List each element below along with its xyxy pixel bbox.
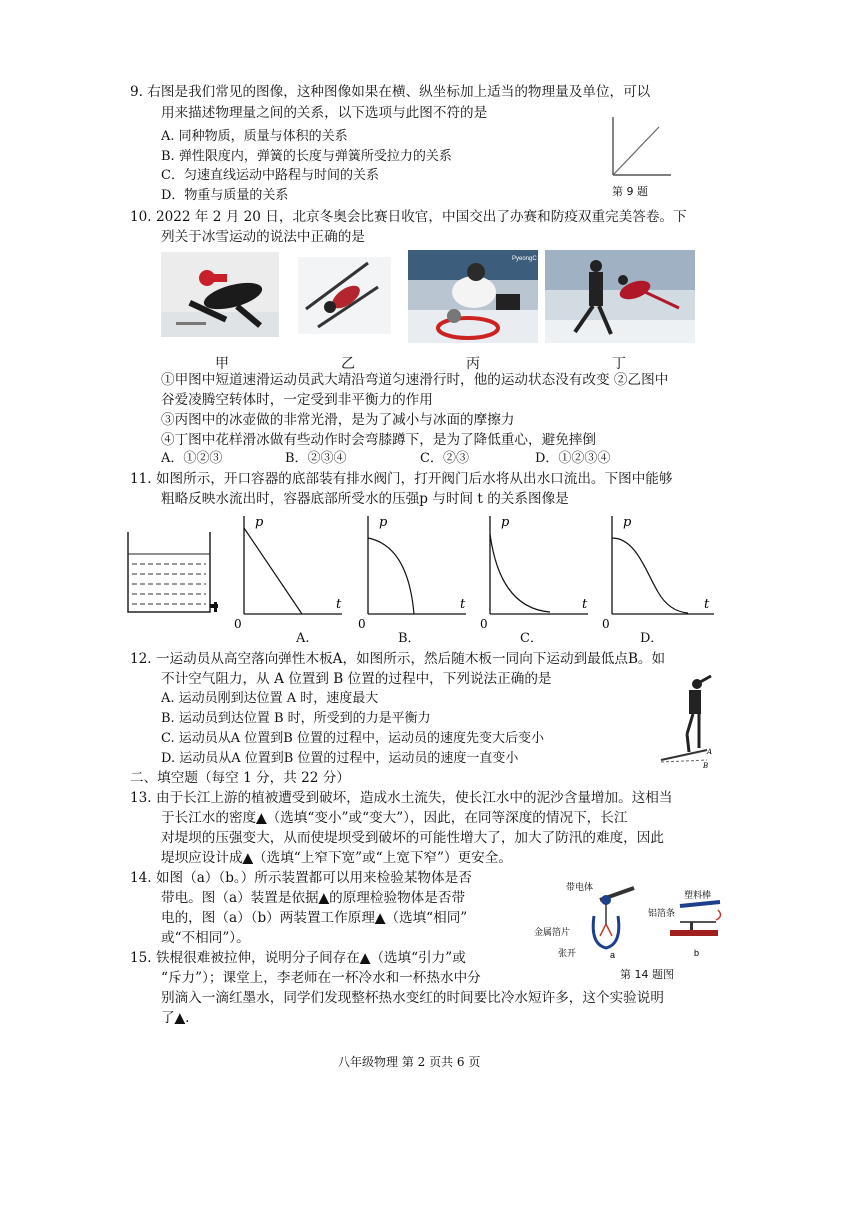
fig14-metal-foil: 金属箔片	[534, 927, 571, 937]
q14-line1: 14. 如图（a）（b。）所示装置都可以用来检验某物体是否	[130, 870, 472, 886]
q11-graph-b	[352, 512, 472, 632]
q14-line3-b: （选填“相同”	[385, 910, 468, 926]
q12-stem-line1: 12. 一运动员从高空落向弹性木板A，如图所示，然后随木板一同向下运动到最低点B。如	[130, 651, 666, 667]
photo-ding-figure-skaters	[545, 250, 695, 343]
q14-line3-a: 电的，图（a）（b）两装置工作原理	[161, 910, 375, 926]
graph-a-origin: 0	[234, 617, 242, 631]
q15-line4-b: .	[185, 1010, 190, 1026]
q10-option-a: A．①②③	[161, 451, 223, 466]
q13-line2-b: （选填“变小”或“变大”），因此，在同等深度的情况下，长江	[266, 810, 628, 826]
graph-b-origin: 0	[358, 617, 366, 631]
electroscope-figure	[530, 880, 730, 962]
photo-label-jia: 甲	[215, 356, 229, 372]
board-b-label: B	[703, 762, 709, 770]
q12-stem-line2: 不计空气阻力，从 A 位置到 B 位置的过程中，下列说法正确的是	[161, 671, 552, 687]
q15-line1-b: （选填“引力”或	[370, 950, 466, 966]
graph-c-origin: 0	[480, 617, 488, 631]
photo-yi-aerial-skier	[298, 257, 391, 334]
page-footer: 八年级物理 第 2 页共 6 页	[338, 1055, 481, 1069]
water-container-diagram	[124, 530, 224, 614]
fig14-open: 张开	[558, 948, 577, 958]
q12-option-d: D. 运动员从A 位置到B 位置的过程中，运动员的速度一直变小	[161, 751, 519, 766]
q10-statement-2: 谷爱凌腾空转体时，一定受到非平衡力的作用	[161, 392, 433, 408]
section-2-heading: 二、填空题（每空 1 分，共 22 分）	[130, 770, 350, 786]
q9-figure-caption: 第 9 题	[612, 185, 648, 198]
graph-d-origin: 0	[602, 617, 610, 631]
q9-option-a: A. 同种物质，质量与体积的关系	[161, 129, 348, 144]
q10-option-c: C．②③	[420, 451, 469, 466]
fig14-charged-body: 带电体	[566, 882, 594, 892]
q9-option-d: D．物重与质量的关系	[161, 188, 289, 203]
photo-bing-curler	[408, 250, 538, 343]
graph-b-p-label: p	[379, 515, 388, 530]
q11-stem-line1: 11. 如图所示，开口容器的底部装有排水阀门，打开阀门后水将从出水口流出。下图中能够	[130, 471, 673, 487]
photo-jia-speed-skater	[161, 252, 279, 337]
q14-blank-1[interactable]: ▲	[318, 890, 330, 906]
q12-option-c: C. 运动员从A 位置到B 位置的过程中，运动员的速度先变大后变小	[161, 731, 544, 746]
graph-d-t-label: t	[704, 597, 710, 612]
q11-graph-d	[596, 512, 720, 632]
photo-bing-banner-text: PyeongC	[512, 256, 537, 262]
q15-blank-2[interactable]: ▲	[174, 1010, 186, 1026]
q10-statement-3: ③丙图中的冰壶做的非常光滑，是为了减小与冰面的摩擦力	[161, 412, 515, 428]
q14-line2-a: 带电。图（a）装置是依据	[161, 890, 319, 906]
q10-option-d: D．①②③④	[535, 451, 611, 466]
graph-b-t-label: t	[460, 597, 466, 612]
q13-line4-b: （选填“上窄下宽”或“上宽下窄”）更安全。	[253, 850, 512, 866]
q10-stem-line1: 10. 2022 年 2 月 20 日，北京冬奥会比赛日收官，中国交出了办赛和防疫双重完美答卷。下	[130, 209, 687, 225]
q11-stem-line2: 粗略反映水流出时，容器底部所受水的压强p 与时间 t 的关系图像是	[161, 491, 569, 507]
fig14-foil-strip: 铝箔条	[648, 908, 676, 918]
q15-line4-a: 了	[161, 1010, 175, 1026]
q13-blank-1[interactable]: ▲	[256, 810, 267, 826]
board-a-label: A	[707, 748, 713, 756]
graph-a-p-label: p	[255, 515, 264, 530]
q13-line4	[161, 848, 512, 868]
q13-line3: 对堤坝的压强变大，从而使堤坝受到破坏的可能性增大了，加大了防汛的难度，因此	[161, 830, 664, 846]
graph-a-t-label: t	[336, 597, 342, 612]
q11-graph-c	[474, 512, 594, 632]
q10-statement-4: ④丁图中花样滑冰做有些动作时会弯膝蹲下，是为了降低重心，避免摔倒	[161, 432, 596, 448]
q13-blank-2[interactable]: ▲	[242, 850, 254, 866]
q11-label-b: B．	[398, 631, 421, 646]
q12-option-a: A. 运动员刚到达位置 A 时，速度最大	[161, 691, 379, 706]
q10-option-b: B．②③④	[285, 451, 347, 466]
q10-statement-1: ①甲图中短道速滑运动员武大靖沿弯道匀速滑行时，他的运动状态没有改变 ②乙图中	[161, 372, 669, 388]
q10-stem-line2: 列关于冰雪运动的说法中正确的是	[161, 229, 365, 245]
graph-d-p-label: p	[623, 515, 632, 530]
q13-line1: 13. 由于长江上游的植被遭受到破坏，造成水土流失，使长江水中的泥沙含量增加。这相当	[130, 790, 673, 806]
q15-line2: “斥力”）；课堂上，李老师在一杯冷水和一杯热水中分	[161, 970, 481, 986]
graph-c-p-label: p	[501, 515, 510, 530]
q15-line3: 别滴入一滴红墨水，同学们发现整杯热水变红的时间要比冷水短许多，这个实验说明	[161, 990, 664, 1006]
photo-label-yi: 乙	[341, 356, 355, 372]
q9-stem-line2: 用来描述物理量之间的关系，以下选项与此图不符的是	[161, 105, 488, 121]
q11-label-a: A.	[296, 631, 310, 646]
q12-option-b: B. 运动员到达位置 B 时，所受到的力是平衡力	[161, 711, 431, 726]
fig14-label-a: a	[610, 950, 616, 960]
q9-stem-line1: 9. 右图是我们常见的图像，这种图像如果在横、纵坐标加上适当的物理量及单位，可以	[130, 84, 651, 100]
q11-graph-a	[228, 512, 348, 632]
q13-line2	[161, 808, 627, 828]
q14-line3	[161, 908, 467, 928]
q14-line2-b: 的原理检验物体是否带	[329, 890, 466, 906]
q14-line4: 或“不相同”）。	[161, 930, 250, 946]
fig14-label-b: b	[694, 948, 700, 958]
q9-option-b: B. 弹性限度内，弹簧的长度与弹簧所受拉力的关系	[161, 149, 452, 164]
photo-label-bing: 丙	[466, 356, 480, 372]
q9-option-c: C．匀速直线运动中路程与时间的关系	[161, 168, 379, 183]
diving-board-athlete-diagram	[655, 672, 735, 772]
q14-blank-2[interactable]: ▲	[374, 910, 386, 926]
q14-figure-caption: 第 14 题图	[620, 968, 674, 981]
photo-label-ding: 丁	[612, 356, 626, 372]
q14-line2	[161, 888, 465, 908]
q11-label-c: C．	[520, 631, 543, 646]
q15-line4	[161, 1008, 189, 1028]
q15-blank-1[interactable]: ▲	[359, 950, 371, 966]
fig14-plastic-rod: 塑料棒	[684, 890, 712, 900]
graph-c-t-label: t	[582, 597, 588, 612]
q13-line2-a: 于长江水的密度	[161, 810, 257, 826]
q15-line1-a: 15. 铁棍很难被拉伸，说明分子间存在	[130, 950, 360, 966]
q13-line4-a: 堤坝应设计成	[161, 850, 243, 866]
q9-line-graph	[605, 113, 675, 183]
q15-line1	[130, 948, 466, 968]
q11-label-d: D．	[640, 631, 664, 646]
